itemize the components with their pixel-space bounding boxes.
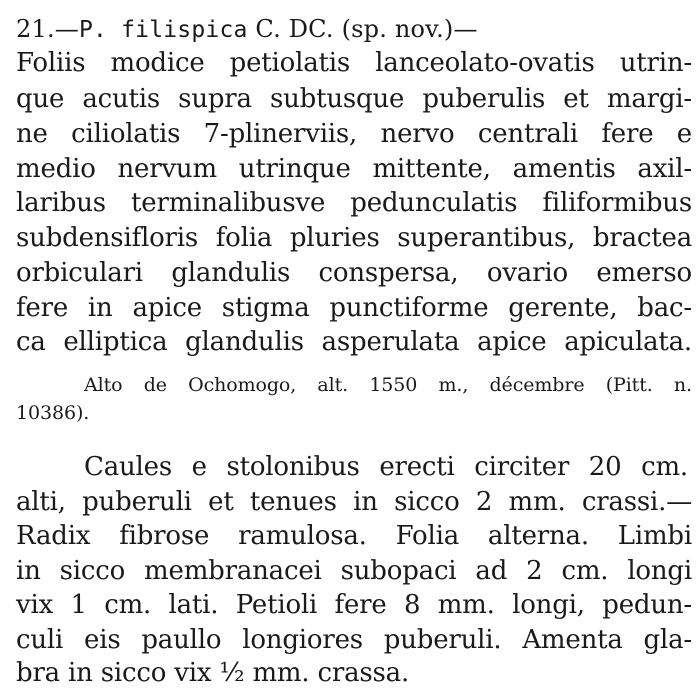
- notes-line: bra in sicco vix ½ mm. crassa.: [16, 658, 410, 688]
- notes-line: in sicco membranacei subopaci ad 2 cm. longi: [16, 556, 692, 586]
- notes-line: alti, puberuli et tenues in sicco 2 mm. crassi.—: [16, 487, 692, 517]
- locality-line: Alto de Ochomogo, alt. 1550 m., décembre (Pitt. n.: [84, 374, 692, 396]
- notes-line: vix 1 cm. lati. Petioli fere 8 mm. longi, pedun-: [16, 590, 692, 620]
- notes-line: Caules e stolonibus erecti circiter 20 cm.: [84, 452, 688, 482]
- description-line: orbiculari glandulis conspersa, ovario emerso: [16, 258, 692, 288]
- description-line: Foliis modice petiolatis lanceolato-ovatis utrin-: [16, 48, 692, 78]
- description-line: medio nervum utrinque mittente, amentis axil-: [16, 154, 692, 184]
- description-line: fere in apice stigma punctiforme gerente, bac-: [16, 293, 692, 323]
- species-status: (sp. nov.)—: [341, 15, 478, 43]
- description-line: ne ciliolatis 7-plinerviis, nervo centrali fere e: [16, 119, 692, 149]
- description-line: ca elliptica glandulis asperulata apice apiculata.: [16, 327, 692, 357]
- species-name: P. filispica: [78, 17, 248, 43]
- species-heading: [16, 14, 692, 45]
- notes-line: culi eis paullo longiores puberuli. Amenta gla-: [16, 625, 692, 655]
- entry-number: 21.—: [16, 15, 79, 43]
- description-line: laribus terminalibusve pedunculatis filiformibus: [16, 188, 692, 218]
- locality-line: 10386).: [16, 402, 90, 424]
- description-line: que acutis supra subtusque puberulis et margi-: [16, 84, 692, 114]
- notes-line: Radix fibrose ramulosa. Folia alterna. Limbi: [16, 521, 692, 551]
- species-author: C. DC.: [247, 15, 342, 43]
- description-line: subdensifloris folia pluries superantibus, bractea: [16, 223, 692, 253]
